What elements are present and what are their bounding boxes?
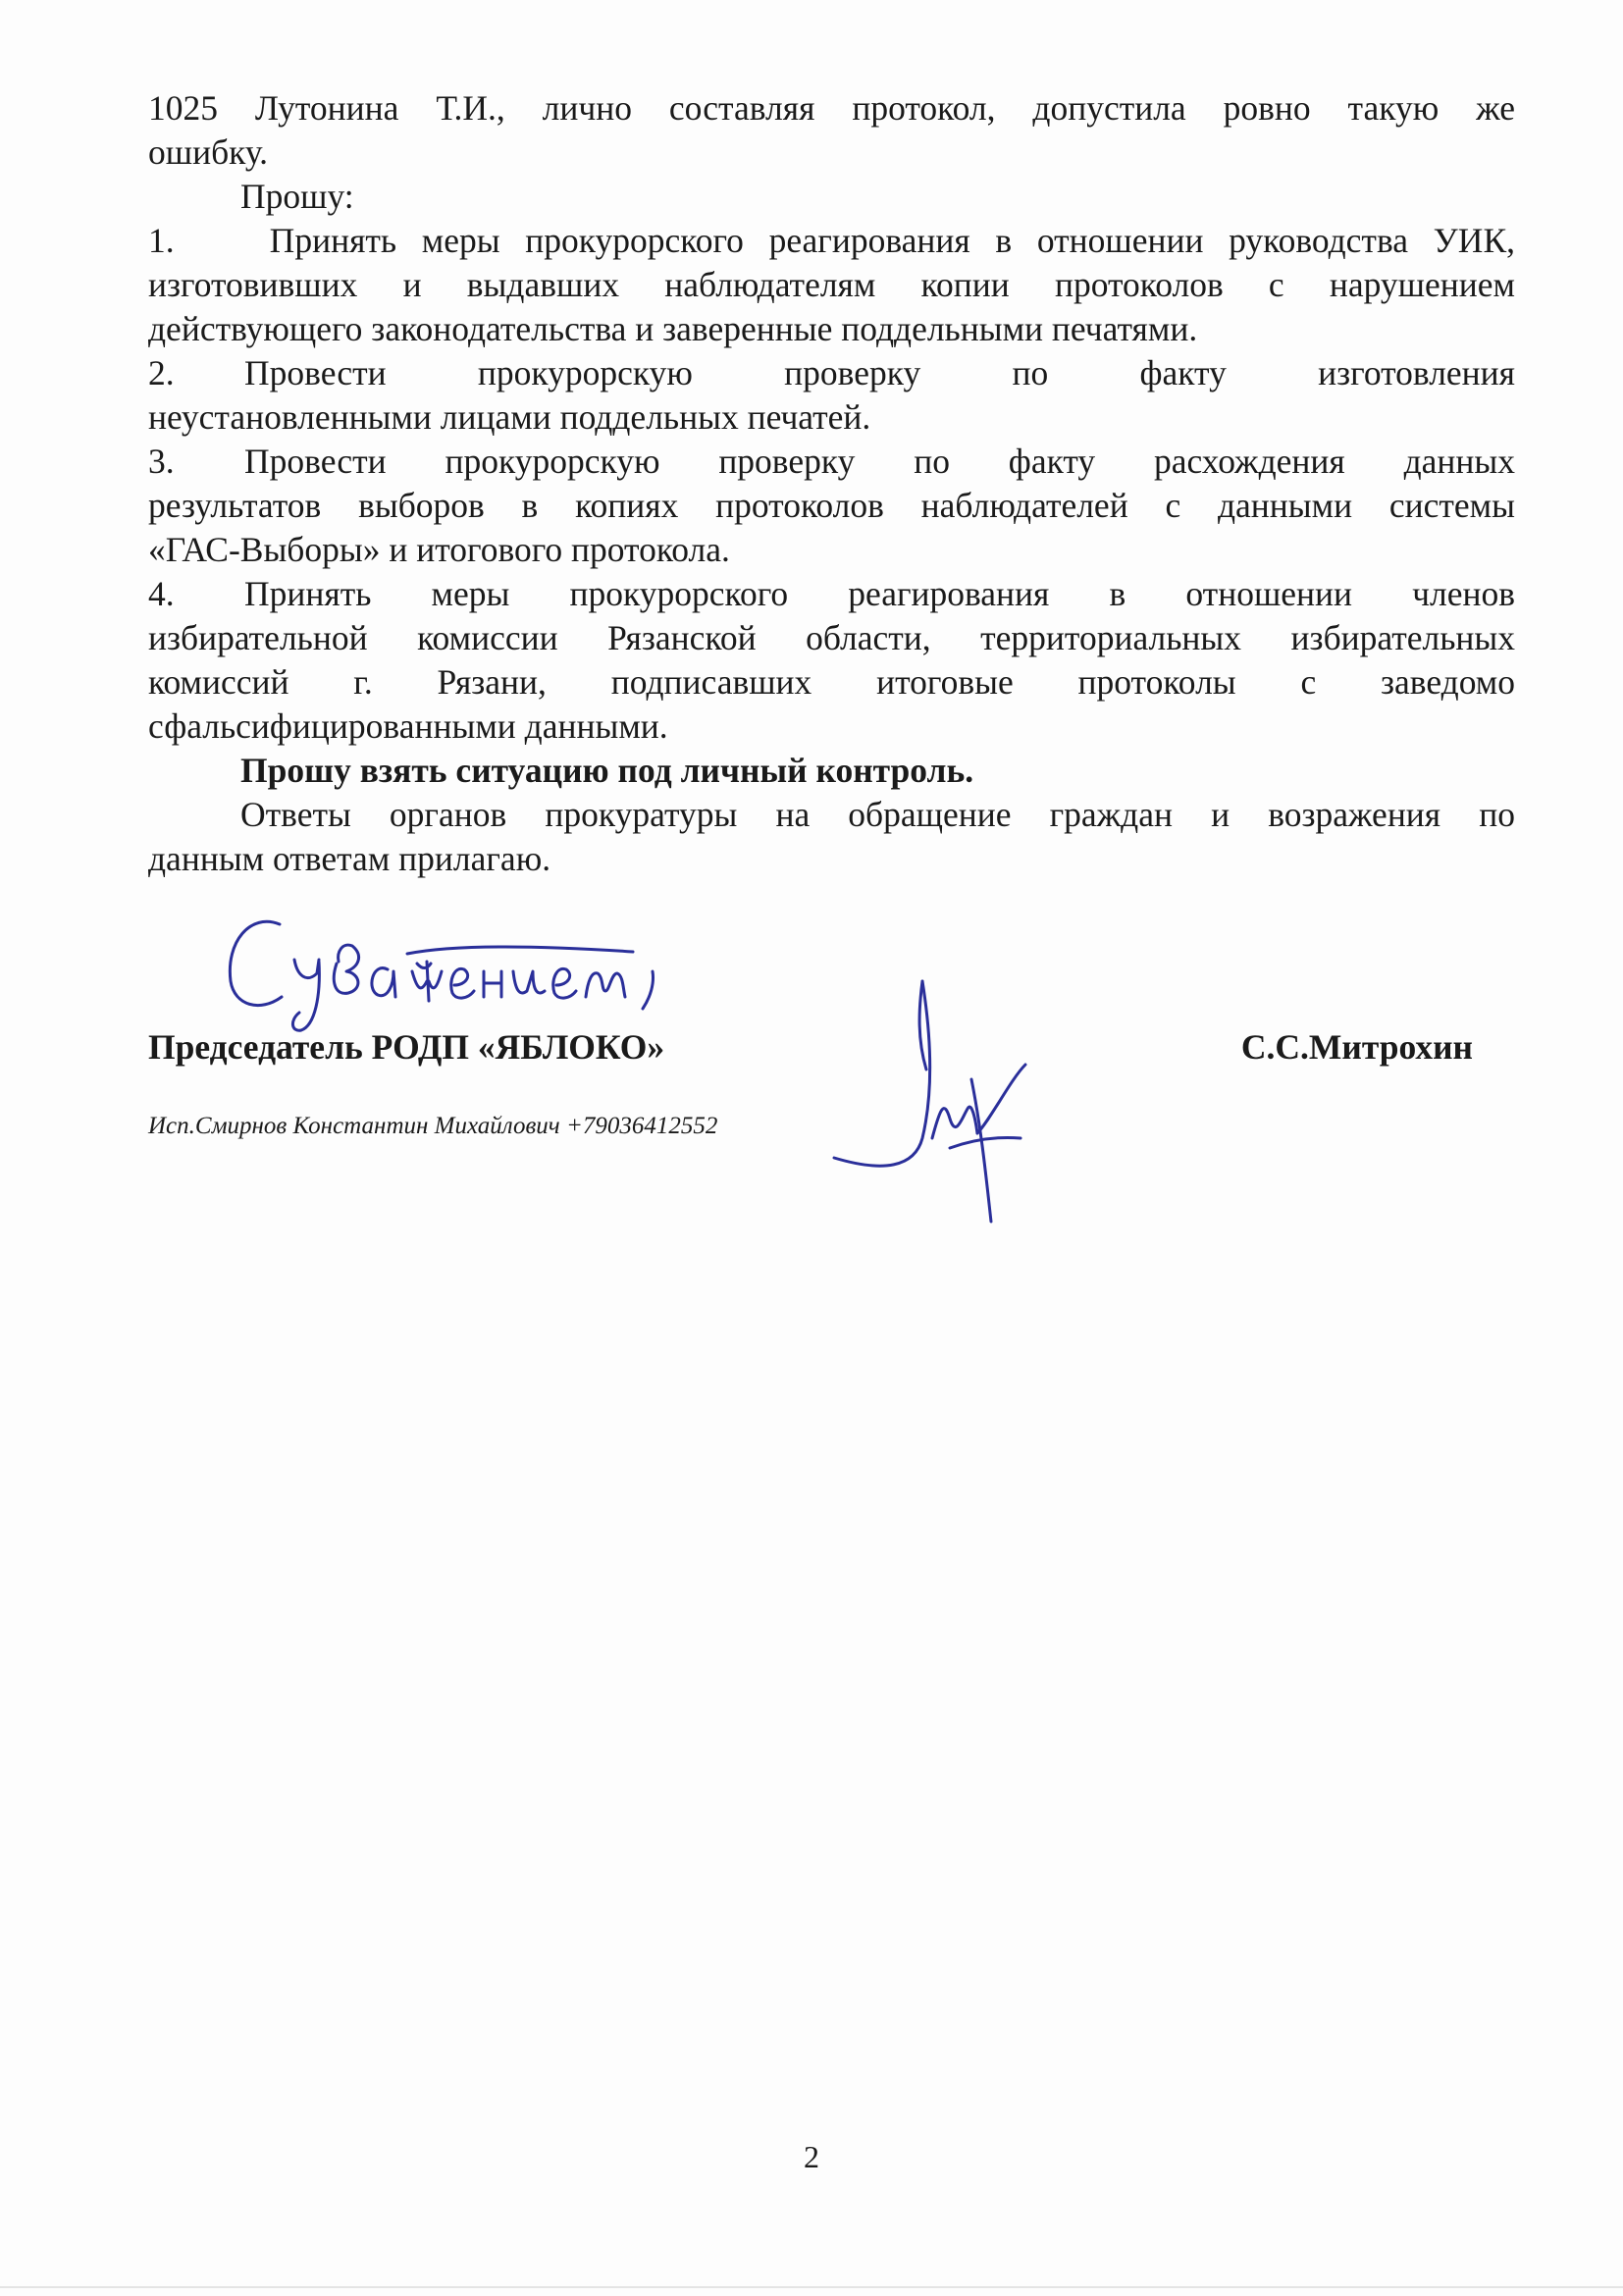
signer-role: Председатель РОДП «ЯБЛОКО» (148, 1027, 665, 1067)
item-text-line: комиссий г. Рязани, подписавших итоговые протоколы с заведомо (148, 662, 1515, 702)
page-number: 2 (804, 2139, 819, 2174)
item-text-line: Провести прокурорскую проверку по факту расхождения данных (244, 442, 1515, 481)
request-item-1 (148, 219, 1515, 263)
scan-edge (0, 2286, 1623, 2288)
request-item-2 (148, 351, 1515, 395)
intro-paragraph-line1: 1025 Лутонина Т.И., лично составляя протокол, допустила ровно такую же (148, 88, 1515, 128)
attachment-note-line1: Ответы органов прокуратуры на обращение граждан и возражения по (240, 795, 1515, 834)
request-heading: Прошу: (240, 177, 354, 216)
item-number: 2. (148, 353, 175, 392)
letter-body (148, 86, 1515, 881)
executor-contact: Исп.Смирнов Константин Михайлович +79036412552 (148, 1113, 718, 1139)
item-text-line: неустановленными лицами поддельных печатей. (148, 397, 871, 437)
item-text-line: сфальсифицированными данными. (148, 706, 668, 746)
item-text-line: Принять меры прокурорского реагирования в отношении членов (244, 574, 1515, 613)
attachment-note-line2: данным ответам прилагаю. (148, 839, 551, 878)
signer-name: С.С.Митрохин (1240, 1027, 1473, 1067)
item-text-line: действующего законодательства и заверенные поддельными печатями. (148, 309, 1198, 348)
control-request: Прошу взять ситуацию под личный контроль. (240, 751, 974, 790)
item-text-line: изготовивших и выдавших наблюдателям копии протоколов с нарушением (148, 265, 1515, 304)
item-text-line: Провести прокурорскую проверку по факту изготовления (244, 353, 1515, 392)
handwritten-greeting (221, 903, 731, 1040)
item-number: 3. (148, 442, 175, 481)
item-text-line: результатов выборов в копиях протоколов наблюдателей с данными системы (148, 486, 1515, 525)
request-item-4 (148, 572, 1515, 616)
intro-paragraph-line2: ошибку. (148, 132, 268, 172)
item-text-line: Принять меры прокурорского реагирования в отношении руководства УИК, (244, 221, 1515, 260)
item-number: 1. (148, 221, 175, 260)
item-text-line: «ГАС-Выборы» и итогового протокола. (148, 530, 730, 569)
item-number: 4. (148, 574, 175, 613)
signature-mark (824, 971, 1060, 1236)
request-item-3 (148, 440, 1515, 484)
item-text-line: избирательной комиссии Рязанской области, территориальных избирательных (148, 618, 1515, 657)
